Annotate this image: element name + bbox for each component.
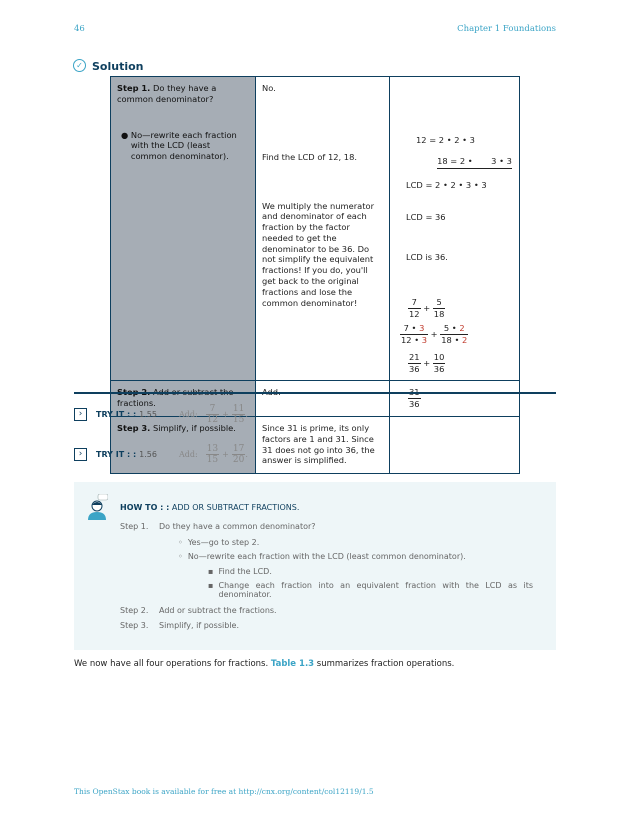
try-it-label: TRY IT : :	[96, 450, 137, 459]
chapter-title: Chapter 1 Foundations	[457, 24, 556, 34]
fraction: $\frac{5 • 2}{18 • 2}$	[441, 323, 468, 346]
fraction: 7 12	[206, 404, 219, 425]
howto-step-text: Add or subtract the fractions.	[159, 606, 277, 615]
lcd-line: LCD = 2 • 2 • 3 • 3	[406, 179, 487, 190]
try-it-number: 1.55	[139, 410, 157, 419]
section-divider	[74, 392, 556, 394]
howto-sub-sub-bullet: ▪ Change each fraction into an equivalent fraction with the LCD as its denominator.	[208, 581, 533, 599]
find-lcd-text: Find the LCD of 12, 18.	[262, 151, 357, 162]
fraction: 36	[408, 387, 421, 410]
step3-empty-cell	[390, 416, 520, 473]
lcd-line: 18 = 2 • 3 • 3	[437, 156, 512, 169]
step2-cell: fractions.	[111, 381, 256, 417]
howto-sub-sub-bullet: ▪ Find the LCD.	[208, 567, 272, 576]
howto-step-num: Step 2.	[120, 606, 149, 615]
howto-box	[74, 482, 556, 650]
solution-title: Solution	[92, 60, 144, 73]
try-it-number: 1.56	[139, 450, 157, 459]
page-number: 46	[74, 24, 85, 34]
step1-math-cell	[390, 77, 520, 381]
fraction: $\frac{5}{18}$	[433, 296, 445, 319]
lcd-line: LCD is 36.	[406, 252, 448, 263]
step1-cell	[111, 77, 256, 381]
try-it-label: TRY IT : :	[96, 410, 137, 419]
howto-step-text: Simplify, if possible.	[159, 621, 239, 630]
lcd-work	[406, 113, 513, 285]
step1-bullet-text: No—rewrite each fraction with the LCD (least common denominator).	[130, 129, 237, 162]
footer-text: This OpenStax book is available for free at http://cnx.org/content/col12119/1.5	[74, 787, 374, 796]
fraction: $\frac{11}{15}$	[232, 404, 245, 425]
step3-answer: Since 31 is prime, its only factors are 1 and 31. Since 31 does not go into 36, the answer is simplified.	[256, 416, 390, 473]
howto-sub-bullet: ◦ No—rewrite each fraction with the LCD (least common denominator).	[178, 552, 466, 561]
chevron-right-icon[interactable]: ›	[74, 448, 87, 461]
fraction: $\frac{7 • 3}{12 • 3}$	[401, 323, 428, 346]
body-paragraph: We now have all four operations for fractions. Table 1.3 summarizes fraction operations.	[74, 659, 455, 669]
add-prefix: Add:	[178, 410, 198, 419]
howto-step-num: Step 1.	[120, 522, 149, 531]
multiply-text: We multiply the numerator and denominator of each fraction by the factor needed to get the denominator to be 36. Do not simplify the equivalent fractions! If you do, you'll get back to the original fractions and lose the common denominator!	[262, 200, 374, 308]
try-it-2: › TRY IT : : 1.56 Add: 13 15 + $\frac{17}{20}$ .	[74, 444, 248, 465]
fraction-row-2: $\frac{7 • 3}{12 • 3}$ + $\frac{5 • 2}{18 • 2}$	[401, 323, 468, 346]
fraction: $\frac{17}{20}$	[232, 444, 245, 465]
person-icon	[86, 494, 108, 524]
step1-question: Do they have a common denominator?	[117, 83, 217, 104]
fraction: 13 15	[206, 444, 219, 465]
step1-bullet	[117, 130, 249, 162]
howto-title: HOW TO : : ADD OR SUBTRACT FRACTIONS.	[120, 503, 300, 512]
howto-step-num: Step 3.	[120, 621, 149, 630]
chevron-right-icon[interactable]: ›	[74, 408, 87, 421]
fraction: $\frac{7}{12}$	[409, 296, 420, 319]
bullet-icon: ●	[121, 129, 131, 140]
fraction-row-3: $\frac{21}{36}$ + $\frac{10}{36}$	[409, 351, 445, 374]
step3-cell: Step 3. Simplify, if possible.	[111, 416, 256, 473]
check-circle-icon: ✓	[73, 59, 86, 72]
table-link[interactable]: Table 1.3	[270, 659, 315, 669]
howto-sub-bullet: ◦ Yes—go to step 2.	[178, 538, 260, 547]
fraction: $\frac{10}{36}$	[433, 351, 445, 374]
lcd-line: 12 = 2 • 2 • 3	[416, 134, 475, 145]
try-it-1: › TRY IT : : 1.55 Add: 7 12 + $\frac{11}{15}$ .	[74, 404, 248, 425]
step1-answer-cell	[256, 77, 390, 381]
howto-step-text: Do they have a common denominator?	[159, 522, 316, 531]
lcd-line: LCD = 36	[406, 212, 446, 223]
table-row	[111, 77, 520, 381]
fraction-row-1: $\frac{7}{12}$ + $\frac{5}{18}$	[409, 296, 445, 319]
step1-label: Step 1.	[117, 83, 151, 93]
step2-answer	[256, 381, 390, 417]
add-prefix: Add:	[178, 450, 198, 459]
step1-answer: No.	[262, 83, 276, 93]
fraction: $\frac{21}{36}$	[409, 351, 420, 374]
step2-math-cell	[390, 381, 520, 417]
